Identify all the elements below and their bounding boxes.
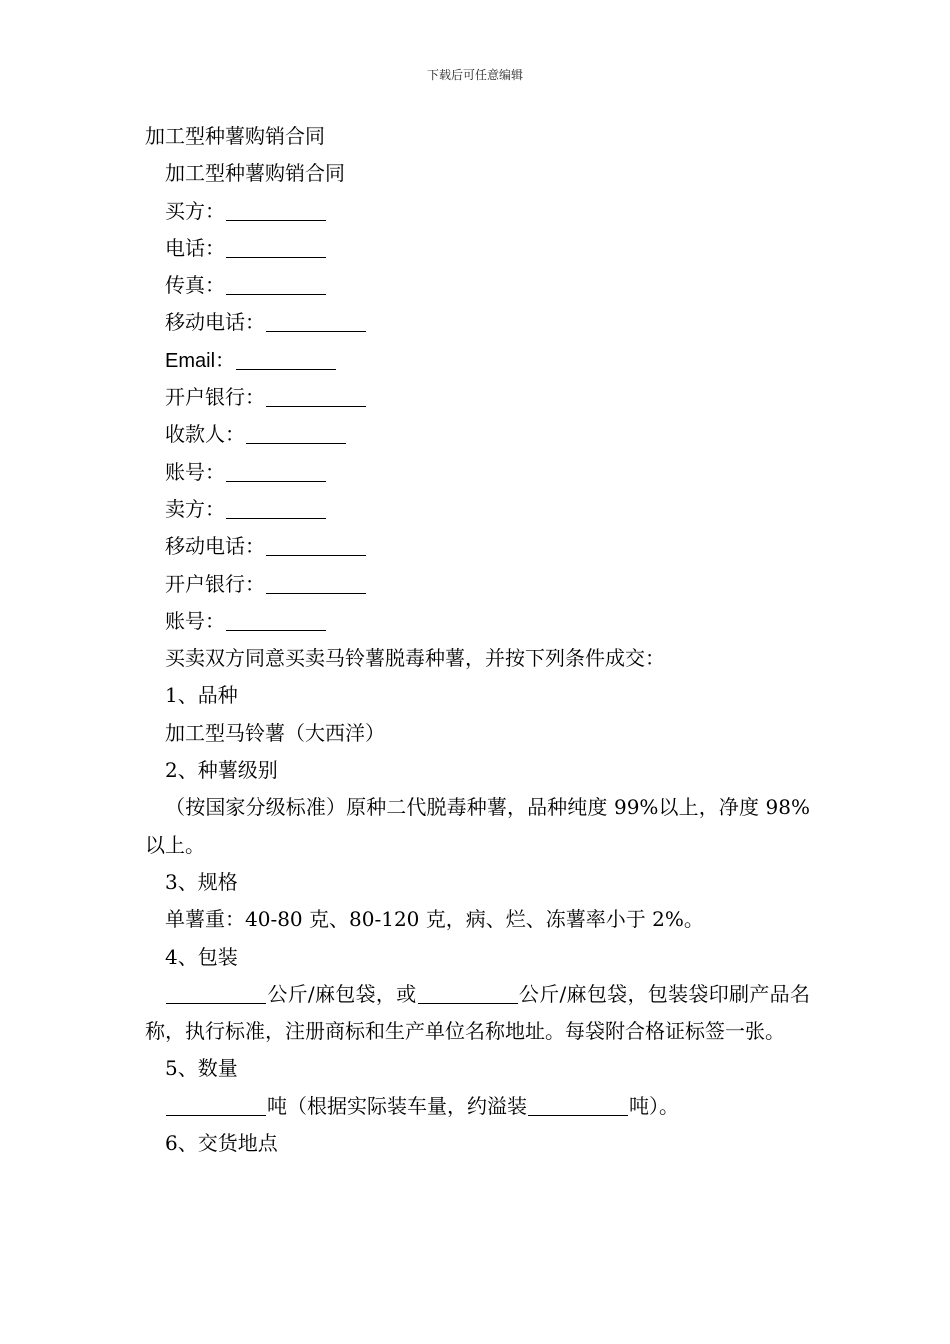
contract-document — [145, 118, 810, 1162]
section-grade-title: 2、种薯级别 — [165, 758, 278, 783]
buyer-field — [145, 267, 810, 304]
document-title: 加工型种薯购销合同 — [145, 124, 325, 148]
seller-field — [145, 603, 810, 640]
field-label: 电话： — [165, 235, 225, 260]
page-header-note: 下载后可任意编辑 — [426, 68, 523, 82]
fill-blank — [166, 1114, 266, 1116]
field-label: 开户银行： — [165, 385, 265, 410]
section-variety-title: 1、品种 — [165, 683, 238, 708]
fill-blank — [418, 1002, 518, 1004]
fill-blank — [266, 330, 366, 332]
fill-blank — [266, 554, 366, 556]
field-label: 账号： — [165, 459, 225, 484]
buyer-section — [145, 193, 810, 491]
section-quantity-title: 5、数量 — [165, 1056, 238, 1081]
seller-section — [145, 491, 810, 640]
field-label: 传真： — [165, 273, 225, 298]
fill-blank — [236, 368, 336, 370]
field-label: 买方： — [165, 198, 225, 223]
seller-field — [145, 528, 810, 565]
field-label: 移动电话： — [165, 310, 265, 335]
buyer-field — [145, 454, 810, 491]
fill-blank — [226, 629, 326, 631]
section-quantity-body: 吨（根据实际装车量，约溢装 吨）。 — [145, 1088, 810, 1125]
fill-blank — [226, 480, 326, 482]
fill-blank — [226, 293, 326, 295]
buyer-field — [145, 304, 810, 341]
field-label: Email： — [165, 349, 236, 372]
fill-blank — [166, 1002, 266, 1004]
fill-blank — [226, 256, 326, 258]
field-label: 卖方： — [165, 496, 225, 521]
buyer-field — [145, 379, 810, 416]
document-subtitle: 加工型种薯购销合同 — [165, 161, 345, 186]
field-label: 移动电话： — [165, 534, 265, 559]
section-spec-body: 单薯重：40-80 克、80-120 克，病、烂、冻薯率小于 2%。 — [165, 907, 704, 932]
fill-blank — [266, 592, 366, 594]
fill-blank — [266, 405, 366, 407]
buyer-field — [145, 416, 810, 453]
fill-blank — [226, 219, 326, 221]
fill-blank — [246, 442, 346, 444]
seller-field — [145, 566, 810, 603]
field-label: 开户银行： — [165, 571, 265, 596]
section-grade-body: （按国家分级标准）原种二代脱毒种薯，品种纯度 99%以上，净度 98%以上。 — [145, 795, 810, 857]
fill-blank — [226, 517, 326, 519]
buyer-field — [145, 230, 810, 267]
field-label: 账号： — [165, 608, 225, 633]
section-delivery-title: 6、交货地点 — [165, 1131, 278, 1156]
fill-blank — [528, 1114, 628, 1116]
seller-field — [145, 491, 810, 528]
section-packaging-title: 4、包装 — [165, 944, 238, 969]
section-packaging-body: 公斤/麻包袋，或 公斤/麻包袋，包装袋印刷产品名称，执行标准，注册商标和生产单位名称地址。每袋附合格证标签一张。 — [145, 981, 810, 1044]
intro-text: 买卖双方同意买卖马铃薯脱毒种薯，并按下列条件成交： — [165, 646, 665, 671]
section-variety-body: 加工型马铃薯（大西洋） — [165, 720, 385, 745]
field-label: 收款人： — [165, 422, 245, 447]
buyer-field — [145, 342, 810, 379]
section-spec-title: 3、规格 — [165, 869, 238, 894]
buyer-field — [145, 193, 810, 230]
